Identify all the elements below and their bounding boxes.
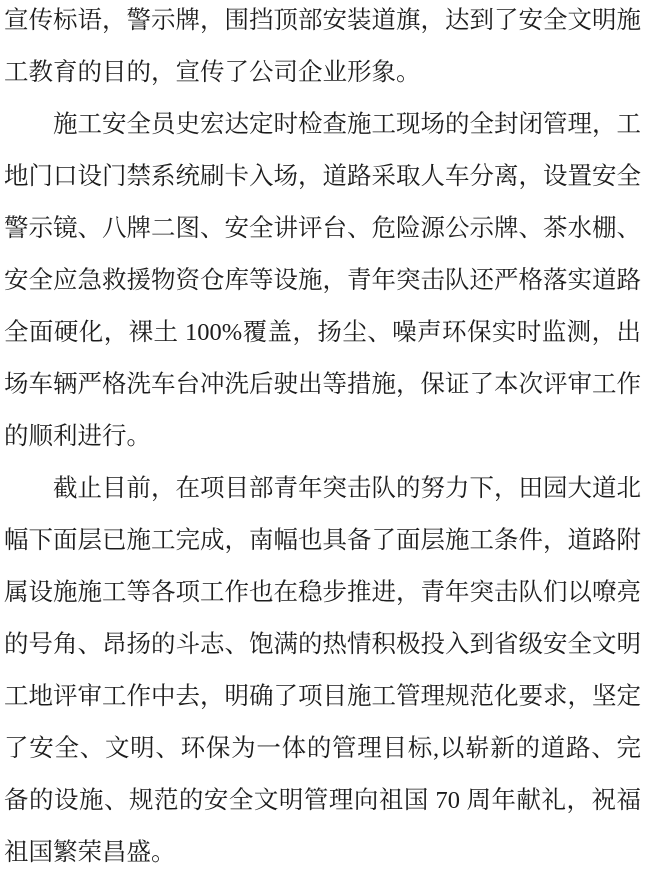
paragraph-continuation: 宣传标语，警示牌，围挡顶部安装道旗，达到了安全文明施工教育的目的，宣传了公司企业形象。 <box>4 7 641 86</box>
paragraph-progress-summary: 截止目前，在项目部青年突击队的努力下，田园大道北幅下面层已施工完成，南幅也具备了面层施工条件，道路附属设施施工等各项工作也在稳步推进，青年突击队们以嘹亮的号角、昂扬的斗志、饱满的热情积极投入到省级安全文明工地评审工作中去，明确了项目施工管理规范化要求，坚定了安全、文明、环保为一体的管理目标,以崭新的道路、完备的设施、规范的安全文明管理向祖国 70 周年献礼，祝福祖国繁荣昌盛。 <box>4 475 641 866</box>
paragraph-safety-inspection: 施工安全员史宏达定时检查施工现场的全封闭管理，工地门口设门禁系统刷卡入场，道路采取人车分离，设置安全警示镜、八牌二图、安全讲评台、危险源公示牌、茶水棚、安全应急救援物资仓库等设施，青年突击队还严格落实道路全面硬化，裸土 100%覆盖，扬尘、噪声环保实时监测，出场车辆严格洗车台冲洗后驶出等措施，保证了本次评审工作的顺利进行。 <box>4 111 641 450</box>
